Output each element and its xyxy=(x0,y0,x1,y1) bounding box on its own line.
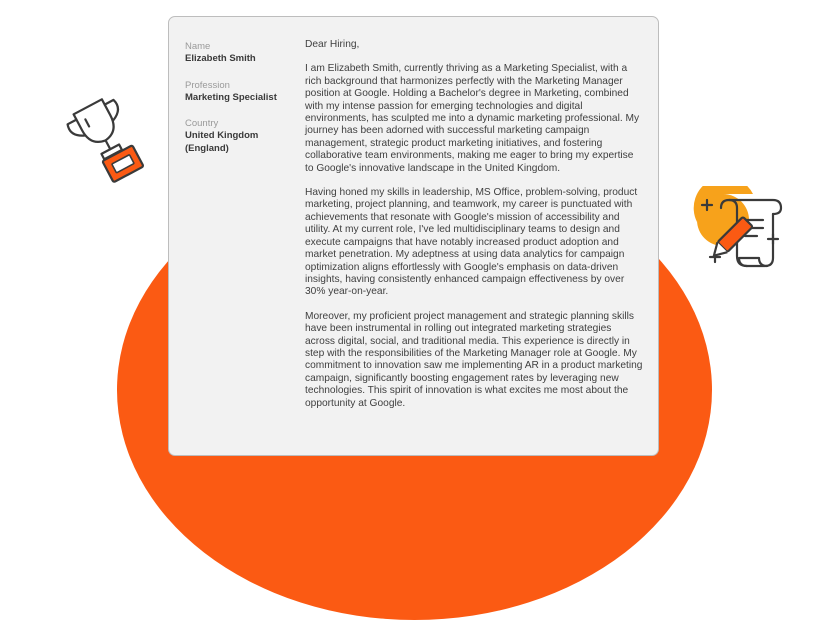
letter-body xyxy=(305,39,643,422)
scroll-pen-icon xyxy=(693,186,793,281)
country-field xyxy=(185,118,290,155)
country-value: United Kingdom (England) xyxy=(185,130,259,154)
letter-greeting: Dear Hiring, xyxy=(305,39,360,50)
profession-value: Marketing Specialist xyxy=(185,91,277,103)
name-label: Name xyxy=(185,41,211,52)
letter-paragraph: I am Elizabeth Smith, currently thriving as a Marketing Specialist, with a rich background that harmonizes perfectly with the Marketing Manager position at Google. Holding a Bachelor's degree in Marketing, combined with my intense passion for emerging technologies and digital environments, has sculpted me into a dynamic marketing professional. My journey has been adorned with successful marketing campaign management, strategic product marketing initiatives, and fostering collaborative team environments, making me eager to bring my expertise to Google's innovative landscape in the United Kingdom. xyxy=(305,63,640,174)
trophy-icon xyxy=(55,92,165,187)
letter-paragraph: Moreover, my proficient project management and strategic planning skills have been instrumental in rolling out integrated marketing strategies across digital, social, and traditional media. This experience is directly in step with the responsibilities of the Marketing Manager role at Google. My commitment to innovation saw me implementing AR in a product marketing campaign, significantly boosting engagement rates by leveraging new technologies. This spirit of innovation is what excites me most about the opportunity at Google. xyxy=(305,310,643,409)
name-field xyxy=(185,41,290,66)
profession-field xyxy=(185,80,290,105)
letter-paragraph: Having honed my skills in leadership, MS Office, problem-solving, product marketing, project planning, and teamwork, my career is punctuated with achievements that resonate with Google's mission of accessibility and utility. At my current role, I've led multidisciplinary teams to design and execute campaigns that have notably increased product adoption and market penetration. My adeptness at using data analytics for campaign optimization aligns effortlessly with Google's emphasis on data-driven insights, having consistently enhanced campaign effectiveness by over 30% year-on-year. xyxy=(305,187,638,298)
applicant-info xyxy=(185,41,290,169)
cover-letter-card xyxy=(168,16,659,456)
country-label: Country xyxy=(185,118,219,129)
name-value: Elizabeth Smith xyxy=(185,53,256,64)
profession-label: Profession xyxy=(185,79,230,91)
